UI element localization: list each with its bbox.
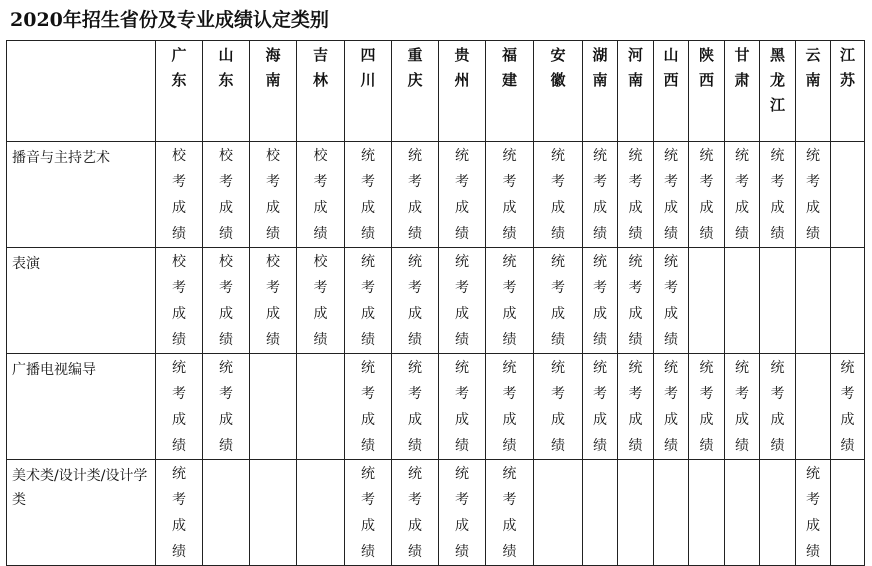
province-header: 江 苏	[831, 41, 865, 142]
score-type-cell: 统 考 成 绩	[486, 142, 534, 248]
province-header: 山 东	[203, 41, 250, 142]
score-type-cell	[796, 354, 831, 460]
score-type-cell: 统 考 成 绩	[725, 354, 760, 460]
score-type-cell	[760, 248, 796, 354]
score-type-cell: 统 考 成 绩	[345, 460, 392, 566]
score-type-cell	[725, 248, 760, 354]
score-type-cell	[831, 142, 865, 248]
province-header: 黑 龙 江	[760, 41, 796, 142]
score-type-cell: 统 考 成 绩	[345, 248, 392, 354]
score-type-cell: 统 考 成 绩	[760, 354, 796, 460]
table-row	[7, 248, 865, 354]
province-header: 广 东	[156, 41, 203, 142]
score-type-cell: 统 考 成 绩	[618, 142, 654, 248]
score-type-cell: 统 考 成 绩	[345, 354, 392, 460]
province-header: 安 徽	[534, 41, 583, 142]
score-type-cell: 统 考 成 绩	[439, 354, 486, 460]
score-type-cell: 校 考 成 绩	[297, 142, 345, 248]
score-type-cell: 统 考 成 绩	[392, 354, 439, 460]
score-type-cell: 统 考 成 绩	[618, 354, 654, 460]
major-name: 播音与主持艺术	[7, 142, 156, 248]
score-type-cell: 统 考 成 绩	[583, 142, 618, 248]
score-type-cell	[250, 354, 297, 460]
score-type-cell: 统 考 成 绩	[654, 248, 689, 354]
score-type-cell	[583, 460, 618, 566]
header-row	[7, 41, 865, 142]
score-type-cell: 统 考 成 绩	[583, 354, 618, 460]
province-header: 四 川	[345, 41, 392, 142]
score-type-cell	[203, 460, 250, 566]
score-type-cell	[831, 248, 865, 354]
score-type-cell	[534, 460, 583, 566]
province-header: 贵 州	[439, 41, 486, 142]
score-type-cell: 校 考 成 绩	[156, 142, 203, 248]
score-type-cell: 统 考 成 绩	[439, 460, 486, 566]
score-type-cell: 校 考 成 绩	[297, 248, 345, 354]
score-type-cell: 统 考 成 绩	[534, 142, 583, 248]
score-type-cell: 统 考 成 绩	[654, 354, 689, 460]
score-type-cell: 统 考 成 绩	[392, 460, 439, 566]
province-header: 甘 肃	[725, 41, 760, 142]
score-type-cell	[297, 460, 345, 566]
corner-cell	[7, 41, 156, 142]
score-type-cell: 校 考 成 绩	[203, 248, 250, 354]
score-type-cell: 校 考 成 绩	[250, 142, 297, 248]
score-type-cell: 统 考 成 绩	[345, 142, 392, 248]
admission-table	[6, 40, 865, 566]
score-type-cell: 统 考 成 绩	[796, 142, 831, 248]
score-type-cell: 统 考 成 绩	[583, 248, 618, 354]
score-type-cell	[760, 460, 796, 566]
major-name: 表演	[7, 248, 156, 354]
score-type-cell	[725, 460, 760, 566]
score-type-cell: 校 考 成 绩	[250, 248, 297, 354]
score-type-cell	[831, 460, 865, 566]
score-type-cell: 统 考 成 绩	[392, 142, 439, 248]
score-type-cell: 统 考 成 绩	[725, 142, 760, 248]
province-header: 河 南	[618, 41, 654, 142]
score-type-cell: 统 考 成 绩	[486, 354, 534, 460]
score-type-cell: 统 考 成 绩	[439, 248, 486, 354]
score-type-cell: 校 考 成 绩	[156, 248, 203, 354]
score-type-cell: 统 考 成 绩	[618, 248, 654, 354]
score-type-cell	[654, 460, 689, 566]
province-header: 云 南	[796, 41, 831, 142]
major-name: 广播电视编导	[7, 354, 156, 460]
province-header: 湖 南	[583, 41, 618, 142]
score-type-cell	[796, 248, 831, 354]
score-type-cell: 统 考 成 绩	[796, 460, 831, 566]
score-type-cell: 统 考 成 绩	[486, 460, 534, 566]
score-type-cell: 统 考 成 绩	[831, 354, 865, 460]
score-type-cell: 统 考 成 绩	[689, 354, 725, 460]
score-type-cell: 统 考 成 绩	[203, 354, 250, 460]
score-type-cell	[689, 460, 725, 566]
province-header: 吉 林	[297, 41, 345, 142]
province-header: 山 西	[654, 41, 689, 142]
score-type-cell: 校 考 成 绩	[203, 142, 250, 248]
major-name: 美术类/设计类/设计学类	[7, 460, 156, 566]
table-row	[7, 354, 865, 460]
score-type-cell: 统 考 成 绩	[156, 354, 203, 460]
table-row	[7, 142, 865, 248]
score-type-cell	[618, 460, 654, 566]
score-type-cell: 统 考 成 绩	[760, 142, 796, 248]
province-header: 陕 西	[689, 41, 725, 142]
score-type-cell: 统 考 成 绩	[156, 460, 203, 566]
province-header: 福 建	[486, 41, 534, 142]
province-header: 海 南	[250, 41, 297, 142]
score-type-cell	[689, 248, 725, 354]
score-type-cell: 统 考 成 绩	[654, 142, 689, 248]
province-header: 重 庆	[392, 41, 439, 142]
table-row	[7, 460, 865, 566]
score-type-cell	[250, 460, 297, 566]
score-type-cell: 统 考 成 绩	[486, 248, 534, 354]
score-type-cell: 统 考 成 绩	[439, 142, 486, 248]
score-type-cell: 统 考 成 绩	[534, 354, 583, 460]
page-title: 2020年招生省份及专业成绩认定类别	[10, 9, 329, 31]
score-type-cell: 统 考 成 绩	[689, 142, 725, 248]
score-type-cell: 统 考 成 绩	[534, 248, 583, 354]
score-type-cell	[297, 354, 345, 460]
score-type-cell: 统 考 成 绩	[392, 248, 439, 354]
